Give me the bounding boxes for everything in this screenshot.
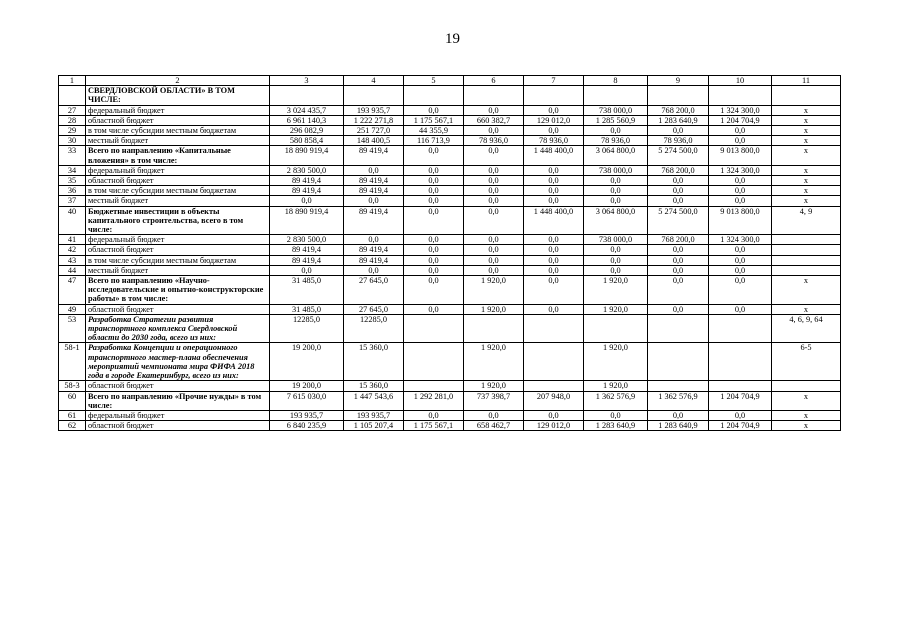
value-cell: x [772, 115, 841, 125]
value-cell: 0,0 [584, 126, 648, 136]
column-number-header: 8 [584, 76, 648, 86]
row-number-cell: 43 [59, 255, 86, 265]
value-cell: 0,0 [584, 410, 648, 420]
value-cell: 2 830 500,0 [270, 235, 344, 245]
table-row [59, 276, 841, 305]
value-cell: 660 382,7 [464, 115, 524, 125]
value-cell: x [772, 276, 841, 305]
value-cell: 0,0 [584, 265, 648, 275]
value-cell: 0,0 [584, 255, 648, 265]
table-row [59, 304, 841, 314]
value-cell [772, 235, 841, 245]
value-cell: 1 204 704,9 [709, 421, 772, 431]
row-label-cell: федеральный бюджет [86, 410, 270, 420]
row-label-cell: Всего по направлению «Научно-исследовательские и опытно-конструкторские работы» в том числе: [86, 276, 270, 305]
row-number-cell: 58-1 [59, 343, 86, 381]
row-label-cell: областной бюджет [86, 421, 270, 431]
row-label-cell: Всего по направлению «Капитальные вложения» в том числе: [86, 146, 270, 165]
value-cell: 9 013 800,0 [709, 146, 772, 165]
value-cell: 7 615 030,0 [270, 391, 344, 410]
value-cell [648, 314, 709, 343]
row-label-cell: в том числе субсидии местным бюджетам [86, 186, 270, 196]
table-row [59, 410, 841, 420]
table-row [59, 314, 841, 343]
column-number-header: 6 [464, 76, 524, 86]
value-cell: 0,0 [709, 126, 772, 136]
row-label-cell: Разработка Стратегии развития транспортного комплекса Свердловской области до 2030 года, всего из них: [86, 314, 270, 343]
value-cell: 0,0 [584, 245, 648, 255]
row-number-cell: 34 [59, 165, 86, 175]
row-label-cell: областной бюджет [86, 115, 270, 125]
value-cell: 0,0 [404, 165, 464, 175]
value-cell: 0,0 [464, 196, 524, 206]
table-row [59, 196, 841, 206]
value-cell: 15 360,0 [344, 381, 404, 391]
value-cell: 0,0 [648, 186, 709, 196]
value-cell: 3 024 435,7 [270, 105, 344, 115]
column-number-header: 3 [270, 76, 344, 86]
value-cell: x [772, 165, 841, 175]
table-row [59, 126, 841, 136]
value-cell: 0,0 [524, 265, 584, 275]
table-row [59, 235, 841, 245]
value-cell: 3 064 800,0 [584, 206, 648, 235]
value-cell: 0,0 [709, 304, 772, 314]
value-cell: 0,0 [464, 105, 524, 115]
value-cell: 658 462,7 [464, 421, 524, 431]
value-cell: 0,0 [404, 235, 464, 245]
row-label-cell: местный бюджет [86, 196, 270, 206]
value-cell [404, 343, 464, 381]
value-cell: 0,0 [344, 165, 404, 175]
row-number-cell: 53 [59, 314, 86, 343]
page-number: 19 [445, 31, 460, 47]
value-cell: x [772, 176, 841, 186]
value-cell: 2 830 500,0 [270, 165, 344, 175]
value-cell: 0,0 [464, 176, 524, 186]
value-cell [524, 86, 584, 105]
value-cell: 9 013 800,0 [709, 206, 772, 235]
value-cell: 78 936,0 [464, 136, 524, 146]
value-cell: 0,0 [464, 265, 524, 275]
row-number-cell: 60 [59, 391, 86, 410]
value-cell: 1 920,0 [584, 381, 648, 391]
value-cell: 0,0 [464, 126, 524, 136]
value-cell: 1 448 400,0 [524, 206, 584, 235]
value-cell: 580 858,4 [270, 136, 344, 146]
value-cell: 193 935,7 [270, 410, 344, 420]
value-cell [709, 343, 772, 381]
value-cell [524, 314, 584, 343]
value-cell [404, 86, 464, 105]
value-cell: 31 485,0 [270, 304, 344, 314]
value-cell: 1 222 271,8 [344, 115, 404, 125]
value-cell [524, 381, 584, 391]
value-cell [464, 86, 524, 105]
value-cell: 0,0 [709, 255, 772, 265]
value-cell: 78 936,0 [524, 136, 584, 146]
value-cell [344, 86, 404, 105]
value-cell: 0,0 [709, 176, 772, 186]
value-cell: 1 283 640,9 [584, 421, 648, 431]
column-number-header: 5 [404, 76, 464, 86]
row-number-cell: 28 [59, 115, 86, 125]
value-cell: 89 419,4 [344, 186, 404, 196]
value-cell: 738 000,0 [584, 235, 648, 245]
row-number-cell: 29 [59, 126, 86, 136]
value-cell: 1 920,0 [464, 381, 524, 391]
value-cell: 1 283 640,9 [648, 115, 709, 125]
column-number-header: 4 [344, 76, 404, 86]
table-row [59, 255, 841, 265]
value-cell: 0,0 [524, 255, 584, 265]
table-row [59, 186, 841, 196]
value-cell: 296 082,9 [270, 126, 344, 136]
value-cell: 0,0 [709, 136, 772, 146]
table-row [59, 146, 841, 165]
value-cell: 0,0 [404, 245, 464, 255]
value-cell: 0,0 [524, 105, 584, 115]
table-row [59, 381, 841, 391]
value-cell: 0,0 [648, 196, 709, 206]
column-number-header: 2 [86, 76, 270, 86]
value-cell: 18 890 919,4 [270, 146, 344, 165]
row-label-cell: местный бюджет [86, 265, 270, 275]
value-cell: 0,0 [648, 410, 709, 420]
value-cell: 0,0 [709, 265, 772, 275]
value-cell: 0,0 [709, 276, 772, 305]
value-cell: 768 200,0 [648, 105, 709, 115]
value-cell: 89 419,4 [344, 176, 404, 186]
row-label-cell: в том числе субсидии местным бюджетам [86, 126, 270, 136]
value-cell: 0,0 [584, 176, 648, 186]
row-number-cell: 35 [59, 176, 86, 186]
row-label-cell: Бюджетные инвестиции в объекты капитального строительства, всего в том числе: [86, 206, 270, 235]
row-number-cell [59, 86, 86, 105]
value-cell: 0,0 [270, 265, 344, 275]
value-cell: 0,0 [524, 176, 584, 186]
table-row [59, 391, 841, 410]
row-label-cell: Разработка Концепции и операционного транспортного мастер-плана обеспечения мероприятий чемпионата мира ФИФА 2018 года в городе Екатеринбург, всего из них: [86, 343, 270, 381]
value-cell: 0,0 [524, 304, 584, 314]
value-cell: 0,0 [648, 126, 709, 136]
value-cell: 89 419,4 [344, 245, 404, 255]
value-cell: x [772, 421, 841, 431]
value-cell: 0,0 [524, 235, 584, 245]
value-cell [772, 245, 841, 255]
row-label-cell: областной бюджет [86, 245, 270, 255]
value-cell: 207 948,0 [524, 391, 584, 410]
row-number-cell: 62 [59, 421, 86, 431]
value-cell: 1 362 576,9 [584, 391, 648, 410]
value-cell: 89 419,4 [270, 245, 344, 255]
value-cell: 251 727,0 [344, 126, 404, 136]
row-number-cell: 42 [59, 245, 86, 255]
value-cell: 6-5 [772, 343, 841, 381]
value-cell [404, 381, 464, 391]
value-cell: 1 920,0 [584, 304, 648, 314]
value-cell [648, 343, 709, 381]
value-cell: 89 419,4 [344, 255, 404, 265]
value-cell [772, 255, 841, 265]
value-cell: 0,0 [648, 276, 709, 305]
table-row [59, 265, 841, 275]
value-cell: 0,0 [464, 186, 524, 196]
value-cell: x [772, 391, 841, 410]
column-number-header: 7 [524, 76, 584, 86]
value-cell: 18 890 919,4 [270, 206, 344, 235]
value-cell: 6 961 140,3 [270, 115, 344, 125]
value-cell [772, 86, 841, 105]
value-cell: 27 645,0 [344, 304, 404, 314]
value-cell: 1 447 543,6 [344, 391, 404, 410]
value-cell: 0,0 [404, 176, 464, 186]
row-number-cell: 37 [59, 196, 86, 206]
value-cell: 0,0 [464, 206, 524, 235]
value-cell: 0,0 [524, 186, 584, 196]
row-label-cell: областной бюджет [86, 304, 270, 314]
value-cell: 5 274 500,0 [648, 146, 709, 165]
row-number-cell: 61 [59, 410, 86, 420]
value-cell: x [772, 196, 841, 206]
value-cell: 89 419,4 [270, 186, 344, 196]
value-cell: 3 064 800,0 [584, 146, 648, 165]
budget-table [58, 75, 841, 431]
value-cell: 737 398,7 [464, 391, 524, 410]
value-cell: 1 448 400,0 [524, 146, 584, 165]
value-cell: 27 645,0 [344, 276, 404, 305]
table-row [59, 245, 841, 255]
value-cell: 0,0 [344, 196, 404, 206]
value-cell: 1 920,0 [584, 343, 648, 381]
column-number-row [59, 76, 841, 86]
value-cell: 0,0 [709, 186, 772, 196]
column-number-header: 1 [59, 76, 86, 86]
value-cell: 1 204 704,9 [709, 115, 772, 125]
row-label-cell: в том числе субсидии местным бюджетам [86, 255, 270, 265]
value-cell [648, 86, 709, 105]
value-cell: 0,0 [648, 304, 709, 314]
value-cell: 0,0 [404, 206, 464, 235]
value-cell: 4, 9 [772, 206, 841, 235]
value-cell: 1 920,0 [464, 276, 524, 305]
value-cell: 4, 6, 9, 64 [772, 314, 841, 343]
value-cell: 129 012,0 [524, 115, 584, 125]
value-cell: 0,0 [524, 126, 584, 136]
value-cell: 5 274 500,0 [648, 206, 709, 235]
value-cell: 0,0 [524, 410, 584, 420]
value-cell: 1 324 300,0 [709, 165, 772, 175]
value-cell: 89 419,4 [344, 206, 404, 235]
table-row [59, 136, 841, 146]
value-cell: 89 419,4 [270, 255, 344, 265]
row-label-cell: СВЕРДЛОВСКОЙ ОБЛАСТИ» В ТОМ ЧИСЛЕ: [86, 86, 270, 105]
value-cell: 19 200,0 [270, 343, 344, 381]
value-cell: 0,0 [648, 265, 709, 275]
row-number-cell: 58-3 [59, 381, 86, 391]
value-cell: 1 920,0 [464, 343, 524, 381]
value-cell: 738 000,0 [584, 105, 648, 115]
value-cell: 0,0 [270, 196, 344, 206]
column-number-header: 10 [709, 76, 772, 86]
value-cell: 0,0 [464, 165, 524, 175]
value-cell: 0,0 [344, 265, 404, 275]
value-cell: 1 324 300,0 [709, 105, 772, 115]
value-cell: 1 292 281,0 [404, 391, 464, 410]
value-cell: 1 283 640,9 [648, 421, 709, 431]
row-label-cell: Всего по направлению «Прочие нужды» в том числе: [86, 391, 270, 410]
value-cell: 1 175 567,1 [404, 115, 464, 125]
value-cell: 89 419,4 [270, 176, 344, 186]
value-cell: 0,0 [464, 255, 524, 265]
value-cell [524, 343, 584, 381]
value-cell [709, 381, 772, 391]
row-number-cell: 30 [59, 136, 86, 146]
value-cell: 116 713,9 [404, 136, 464, 146]
value-cell [772, 265, 841, 275]
value-cell: 0,0 [524, 165, 584, 175]
row-number-cell: 49 [59, 304, 86, 314]
value-cell [709, 314, 772, 343]
value-cell: 0,0 [709, 196, 772, 206]
value-cell [709, 86, 772, 105]
value-cell: 0,0 [524, 196, 584, 206]
row-number-cell: 33 [59, 146, 86, 165]
table-row [59, 105, 841, 115]
value-cell: 78 936,0 [648, 136, 709, 146]
value-cell: 0,0 [709, 410, 772, 420]
value-cell: 129 012,0 [524, 421, 584, 431]
value-cell: x [772, 186, 841, 196]
value-cell: 0,0 [648, 255, 709, 265]
value-cell: 1 324 300,0 [709, 235, 772, 245]
value-cell: 15 360,0 [344, 343, 404, 381]
value-cell: x [772, 146, 841, 165]
value-cell: 89 419,4 [344, 146, 404, 165]
row-label-cell: областной бюджет [86, 176, 270, 186]
value-cell: 0,0 [584, 196, 648, 206]
value-cell: 1 362 576,9 [648, 391, 709, 410]
value-cell: 0,0 [464, 410, 524, 420]
value-cell: 768 200,0 [648, 235, 709, 245]
value-cell: 0,0 [404, 186, 464, 196]
value-cell: 0,0 [404, 196, 464, 206]
value-cell: 19 200,0 [270, 381, 344, 391]
value-cell [464, 314, 524, 343]
value-cell: 193 935,7 [344, 410, 404, 420]
value-cell: 0,0 [404, 276, 464, 305]
value-cell: x [772, 304, 841, 314]
row-number-cell: 27 [59, 105, 86, 115]
value-cell: 0,0 [464, 235, 524, 245]
value-cell: 0,0 [524, 276, 584, 305]
table-row [59, 86, 841, 105]
table-row [59, 165, 841, 175]
value-cell: 0,0 [404, 410, 464, 420]
value-cell: 1 285 560,9 [584, 115, 648, 125]
column-number-header: 11 [772, 76, 841, 86]
row-number-cell: 40 [59, 206, 86, 235]
value-cell: 0,0 [404, 304, 464, 314]
table-row [59, 343, 841, 381]
row-number-cell: 44 [59, 265, 86, 275]
row-label-cell: федеральный бюджет [86, 105, 270, 115]
value-cell: x [772, 126, 841, 136]
value-cell: 1 920,0 [584, 276, 648, 305]
row-label-cell: федеральный бюджет [86, 235, 270, 245]
value-cell [270, 86, 344, 105]
value-cell: 148 400,5 [344, 136, 404, 146]
value-cell: 0,0 [344, 235, 404, 245]
value-cell: 1 105 207,4 [344, 421, 404, 431]
value-cell: 78 936,0 [584, 136, 648, 146]
value-cell: 193 935,7 [344, 105, 404, 115]
value-cell: 12285,0 [344, 314, 404, 343]
row-number-cell: 41 [59, 235, 86, 245]
row-number-cell: 47 [59, 276, 86, 305]
value-cell: 44 355,9 [404, 126, 464, 136]
row-number-cell: 36 [59, 186, 86, 196]
value-cell: 0,0 [404, 146, 464, 165]
value-cell: x [772, 136, 841, 146]
value-cell: 0,0 [648, 176, 709, 186]
value-cell: 0,0 [464, 245, 524, 255]
value-cell: 0,0 [648, 245, 709, 255]
table-row [59, 115, 841, 125]
value-cell: x [772, 410, 841, 420]
value-cell: 1 175 567,1 [404, 421, 464, 431]
value-cell [584, 314, 648, 343]
value-cell [584, 86, 648, 105]
value-cell: 0,0 [404, 255, 464, 265]
value-cell: 0,0 [584, 186, 648, 196]
row-label-cell: местный бюджет [86, 136, 270, 146]
column-number-header: 9 [648, 76, 709, 86]
value-cell: 1 204 704,9 [709, 391, 772, 410]
row-label-cell: федеральный бюджет [86, 165, 270, 175]
value-cell: 0,0 [404, 265, 464, 275]
table-row [59, 206, 841, 235]
value-cell: x [772, 105, 841, 115]
value-cell: 0,0 [709, 245, 772, 255]
value-cell [772, 381, 841, 391]
table-row [59, 421, 841, 431]
value-cell: 0,0 [404, 105, 464, 115]
value-cell: 31 485,0 [270, 276, 344, 305]
row-label-cell: областной бюджет [86, 381, 270, 391]
value-cell: 0,0 [524, 245, 584, 255]
value-cell [648, 381, 709, 391]
value-cell [404, 314, 464, 343]
value-cell: 738 000,0 [584, 165, 648, 175]
value-cell: 0,0 [464, 146, 524, 165]
value-cell: 1 920,0 [464, 304, 524, 314]
table-row [59, 176, 841, 186]
value-cell: 768 200,0 [648, 165, 709, 175]
value-cell: 12285,0 [270, 314, 344, 343]
value-cell: 6 840 235,9 [270, 421, 344, 431]
